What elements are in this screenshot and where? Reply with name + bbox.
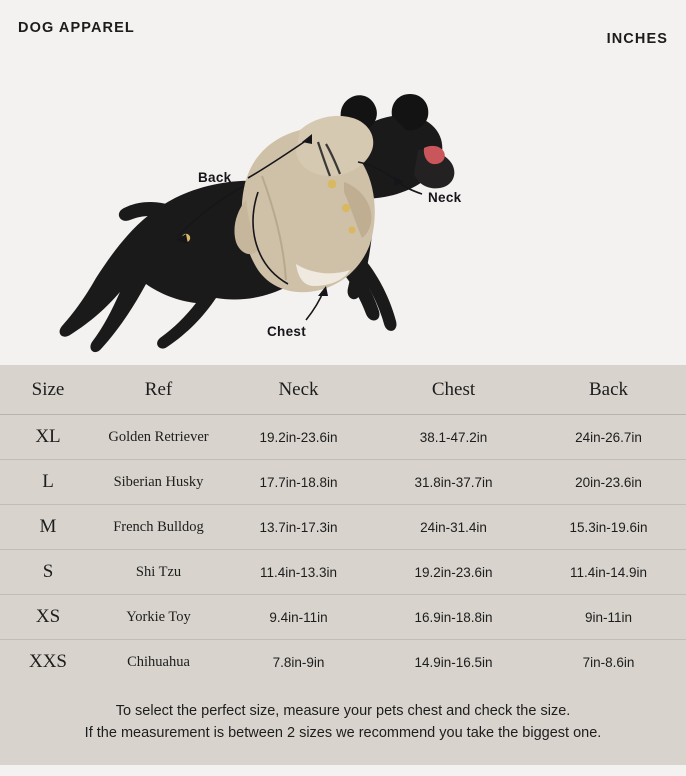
sizing-note-line-1: To select the perfect size, measure your pets chest and check the size. [115,703,571,719]
sizing-note-line-2: If the measurement is between 2 sizes we recommend you take the biggest one. [84,725,602,742]
column-header-size: Size [0,365,96,415]
dog-illustration-graphic [0,58,686,365]
cell-back: 20in-23.6in [531,460,686,505]
cell-chest: 19.2in-23.6in [376,550,531,595]
cell-ref: Golden Retriever [96,415,221,460]
size-table-zone [0,365,686,684]
cell-ref: Siberian Husky [96,460,221,505]
sizing-note [0,684,686,765]
label-back: Back [198,170,232,185]
column-header-chest: Chest [376,365,531,415]
cell-size: M [0,505,96,550]
cell-size: L [0,460,96,505]
cell-ref: French Bulldog [96,505,221,550]
cell-chest: 14.9in-16.5in [414,654,493,670]
column-header-neck: Neck [221,365,376,415]
cell-neck: 11.4in-13.3in [221,550,376,595]
cell-chest: 24in-31.4in [376,505,531,550]
label-chest: Chest [267,324,307,339]
cell-back: 24in-26.7in [531,415,686,460]
cell-ref: Shi Tzu [96,550,221,595]
cell-size: XL [0,415,96,460]
cell-neck: 13.7in-17.3in [221,505,376,550]
cell-neck: 19.2in-23.6in [221,415,376,460]
cell-chest: 38.1-47.2in [376,415,531,460]
cell-back: 11.4in-14.9in [531,550,686,595]
column-header-ref: Ref [96,365,221,415]
dog-illustration [0,58,686,365]
label-neck: Neck [428,190,462,205]
table-row [0,640,686,685]
cell-size: S [0,550,96,595]
cell-ref: Yorkie Toy [96,595,221,640]
cell-size: XS [0,595,96,640]
cell-size: XXS [28,651,67,672]
cell-back: 9in-11in [531,595,686,640]
cell-neck: 17.7in-18.8in [221,460,376,505]
coat-toggle [342,204,350,212]
cell-neck: 9.4in-11in [221,595,376,640]
unit-label: INCHES [606,31,668,47]
table-row [0,550,686,595]
cell-chest: 16.9in-18.8in [376,595,531,640]
cell-neck: 7.8in-9in [272,654,325,670]
coat-toggle [348,226,355,233]
page-header [0,0,686,58]
table-header-row [0,365,686,415]
column-header-back: Back [531,365,686,415]
table-row [0,505,686,550]
cell-back: 15.3in-19.6in [531,505,686,550]
cell-chest: 31.8in-37.7in [376,460,531,505]
coat-toggle [328,180,337,189]
size-table [0,365,686,684]
cell-back: 7in-8.6in [582,654,635,670]
brand-title: DOG APPAREL [18,20,135,36]
table-row [0,460,686,505]
table-row [0,595,686,640]
cell-ref: Chihuahua [127,653,190,670]
table-row [0,415,686,460]
